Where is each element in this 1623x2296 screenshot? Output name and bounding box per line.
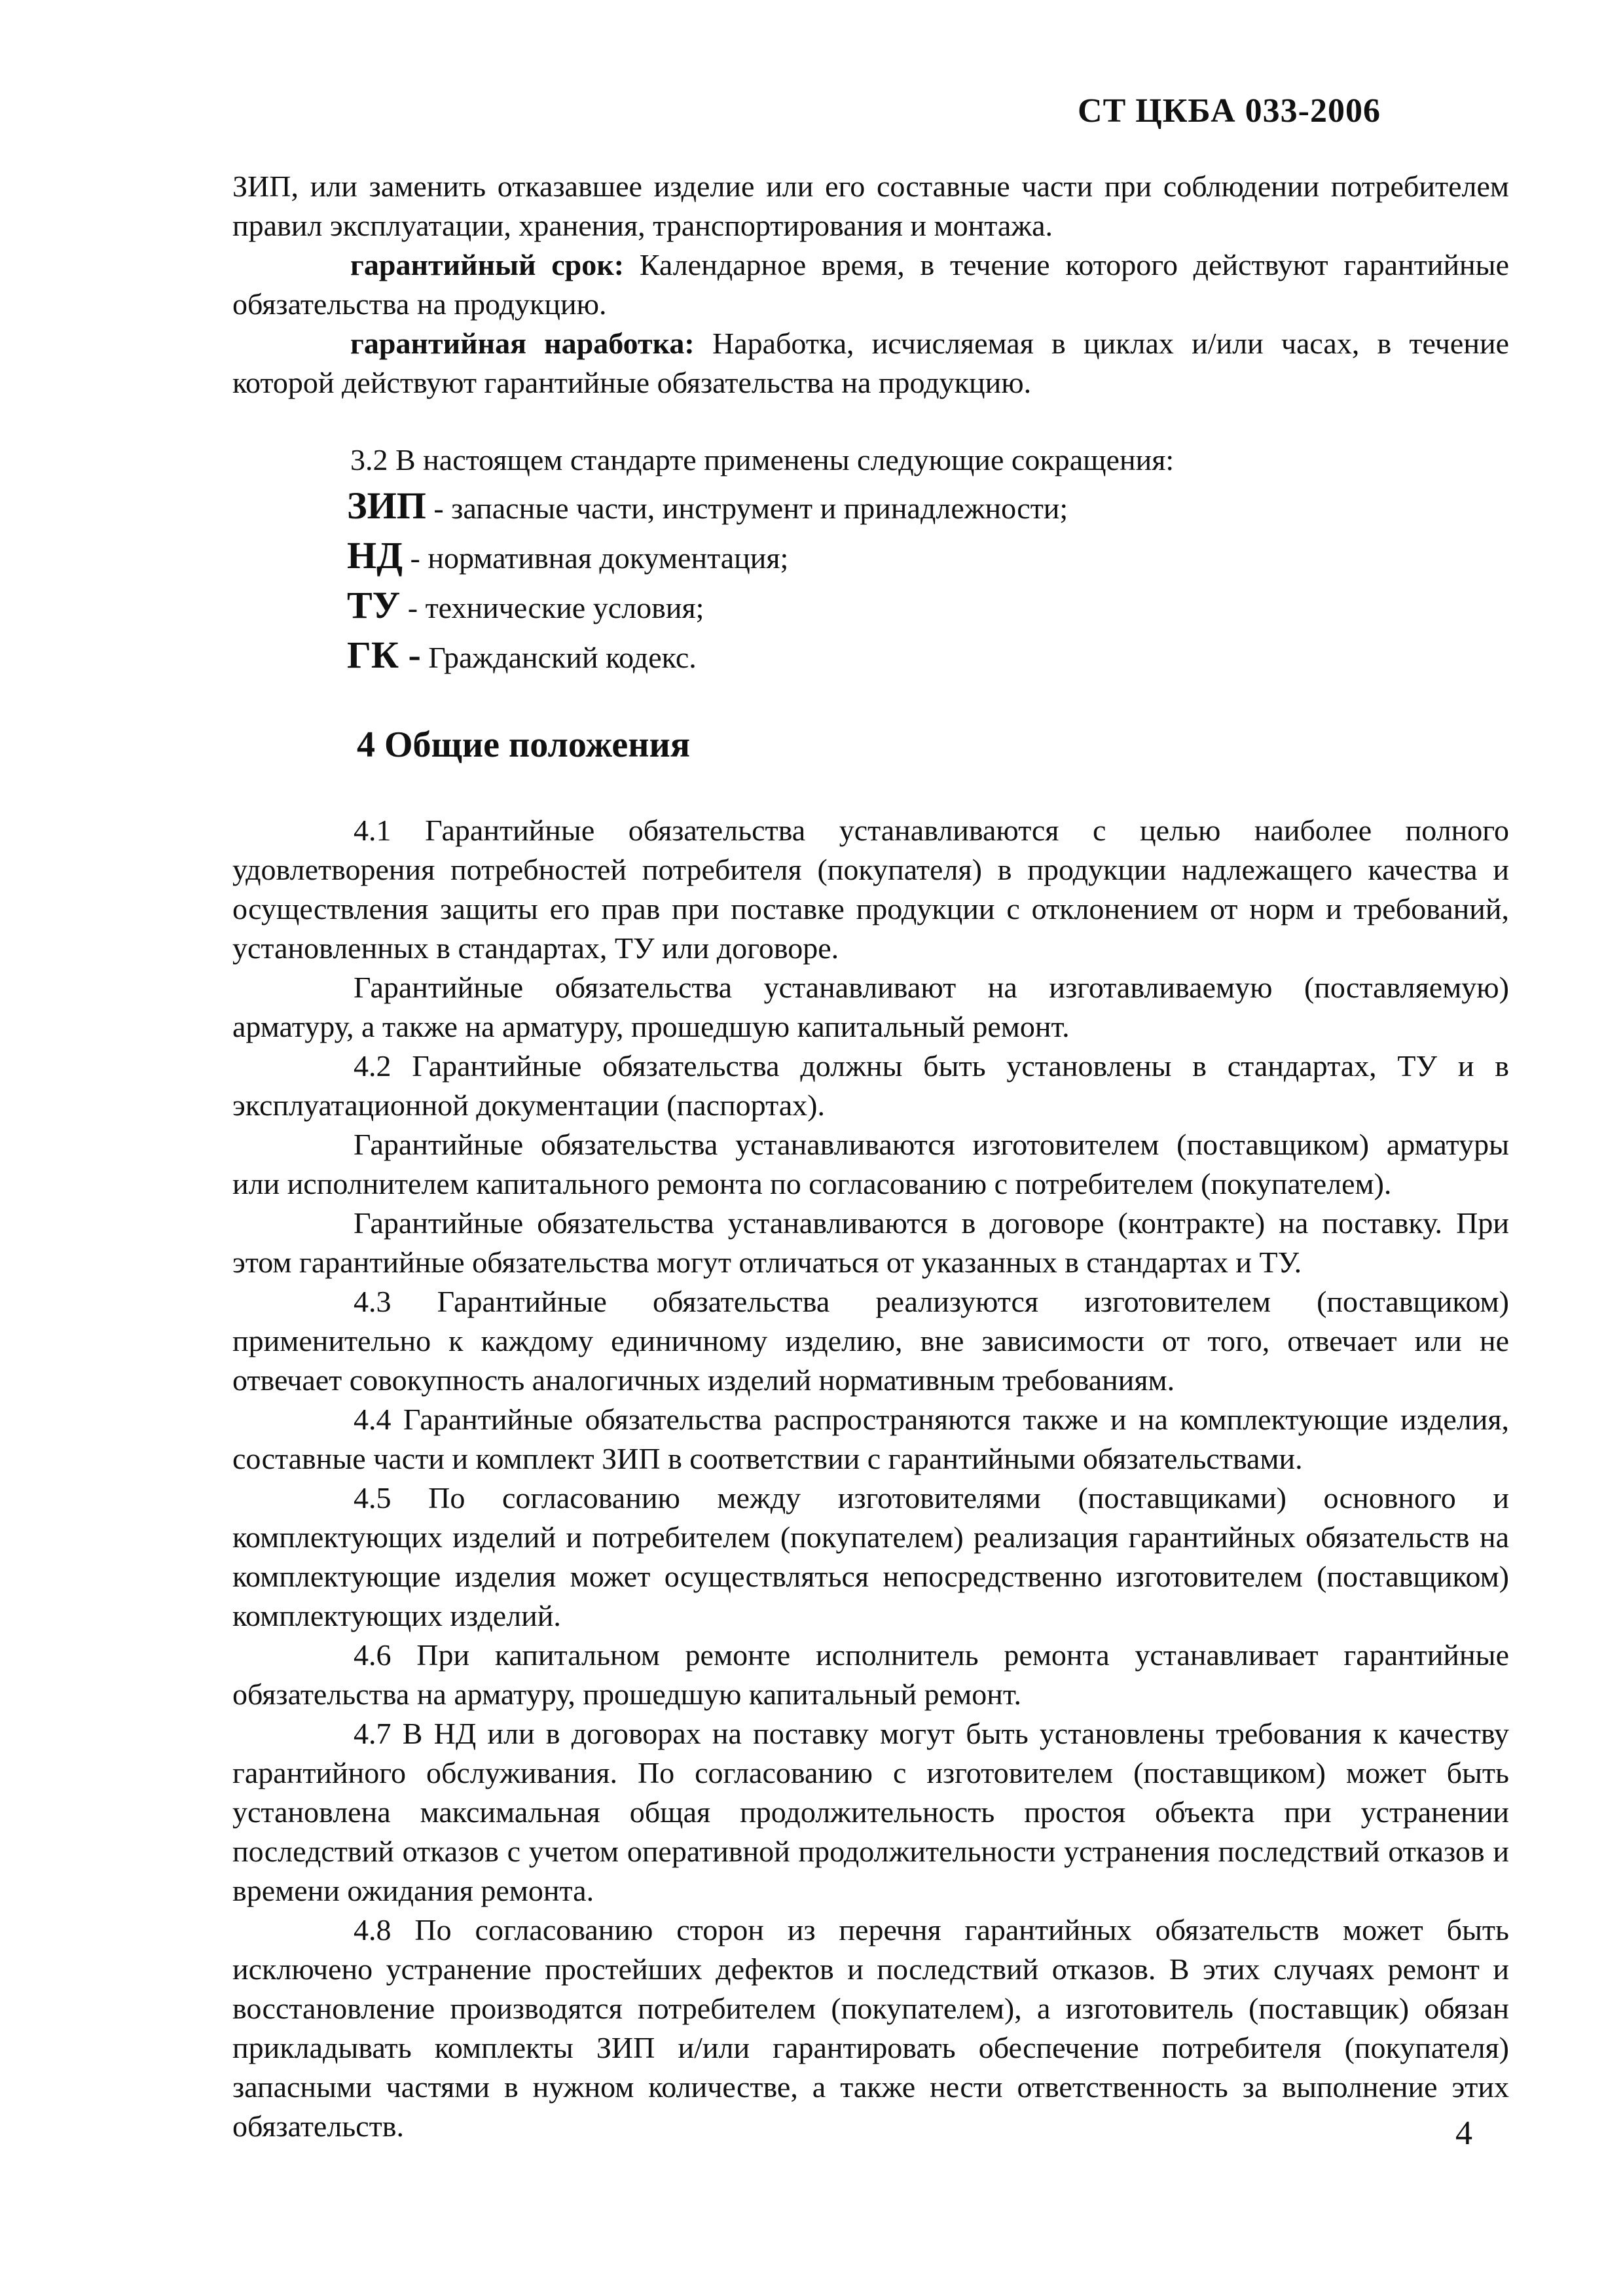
paragraph-4-7: 4.7 В НД или в договорах на поставку могут быть установлены требования к качеству гарантийного обслуживания. По согласованию с изготовителем (поставщиком) может быть установлена максимальная общая продолжительность простоя объекта при устранении последствий отказов с учетом оперативной продолжительности устранения последствий отказов и времени ожидания ремонта.: [232, 1717, 1509, 1907]
paragraph-4-2-contract: Гарантийные обязательства устанавливаются в договоре (контракте) на поставку. При этом гарантийные обязательства могут отличаться от указанных в стандартах и ТУ.: [232, 1206, 1509, 1279]
abbreviation-text: - нормативная документация;: [403, 541, 789, 575]
definition-warranty-operating-time: [232, 324, 1509, 403]
page-content: [232, 167, 1509, 2146]
paragraph-4-8: 4.8 По согласованию сторон из перечня гарантийных обязательств может быть исключено устранение простейших дефектов и последствий отказов. В этих случаях ремонт и восстановление производятся потребителем (покупателем), а изготовитель (поставщик) обязан прикладывать комплекты ЗИП и/или гарантировать обеспечение потребителя (покупателя) запасными частями в нужном количестве, а также нести ответственность за выполнение этих обязательств.: [232, 1913, 1509, 2143]
section-3-2-intro: 3.2 В настоящем стандарте применены следующие сокращения:: [350, 443, 1175, 476]
paragraph-4-5: 4.5 По согласованию между изготовителями (поставщиками) основного и комплектующих изделий и потребителем (покупателем) реализация гарантийных обязательств на комплектующие изделия может осуществляться непосредственно изготовителем (поставщиком) комплектующих изделий.: [232, 1481, 1509, 1632]
standard-id-header: СТ ЦКБА 033-2006: [1078, 92, 1381, 130]
page-number: 4: [1455, 2115, 1472, 2152]
continued-paragraph: ЗИП, или заменить отказавшее изделие или его составные части при соблюдении потребителем правил эксплуатации, хранения, транспортирования и монтажа.: [232, 170, 1509, 242]
abbreviation-list: [347, 482, 1509, 681]
abbreviation-item: [347, 532, 1509, 582]
abbreviation-item: [347, 632, 1509, 681]
abbreviation-text: - технические условия;: [400, 591, 704, 624]
definition-text: Календарное время, в течение которого действуют гарантийные обязательства на продукцию.: [232, 248, 1509, 321]
paragraph-4-1: 4.1 Гарантийные обязательства устанавливаются с целью наиболее полного удовлетворения потребностей потребителя (покупателя) в продукции надлежащего качества и осуществления защиты его прав при поставке продукции с отклонением от норм и требований, установленных в стандартах, ТУ или договоре.: [232, 814, 1509, 965]
paragraph-4-2-cont: Гарантийные обязательства устанавливаются изготовителем (поставщиком) арматуры или исполнителем капитального ремонта по согласованию с потребителем (покупателем).: [232, 1128, 1509, 1200]
abbreviation-text: - запасные части, инструмент и принадлежности;: [426, 492, 1068, 525]
abbreviation-key: НД: [347, 534, 403, 577]
definition-text: Наработка, исчисляемая в циклах и/или часах, в течение которой действуют гарантийные обязательства на продукцию.: [232, 327, 1510, 399]
definition-warranty-period: [232, 245, 1509, 324]
abbreviation-text: Гражданский кодекс.: [420, 641, 697, 674]
abbreviation-item: [347, 582, 1509, 632]
abbreviation-key: ТУ: [347, 584, 401, 626]
paragraph-4-3: 4.3 Гарантийные обязательства реализуются изготовителем (поставщиком) применительно к каждому единичному изделию, вне зависимости от того, отвечает или не отвечает совокупность аналогичных изделий нормативным требованиям.: [232, 1285, 1509, 1397]
abbreviation-item: [347, 482, 1509, 532]
definition-term: гарантийная наработка:: [350, 327, 695, 360]
paragraph-4-1-cont: Гарантийные обязательства устанавливают на изготавливаемую (поставляемую) арматуру, а также на арматуру, прошедшую капитальный ремонт.: [232, 971, 1509, 1043]
abbreviation-key: ГК -: [347, 634, 421, 676]
abbreviation-key: ЗИП: [347, 484, 426, 527]
definition-term: гарантийный срок:: [350, 248, 625, 281]
paragraph-4-6: 4.6 При капитальном ремонте исполнитель ремонта устанавливает гарантийные обязательства на арматуру, прошедшую капитальный ремонт.: [232, 1638, 1509, 1711]
paragraph-4-2: 4.2 Гарантийные обязательства должны быть установлены в стандартах, ТУ и в эксплуатационной документации (паспортах).: [232, 1049, 1509, 1122]
section-4-heading: 4 Общие положения: [357, 725, 691, 765]
paragraph-4-4: 4.4 Гарантийные обязательства распространяются также и на комплектующие изделия, составные части и комплект ЗИП в соответствии с гарантийными обязательствами.: [232, 1403, 1509, 1475]
